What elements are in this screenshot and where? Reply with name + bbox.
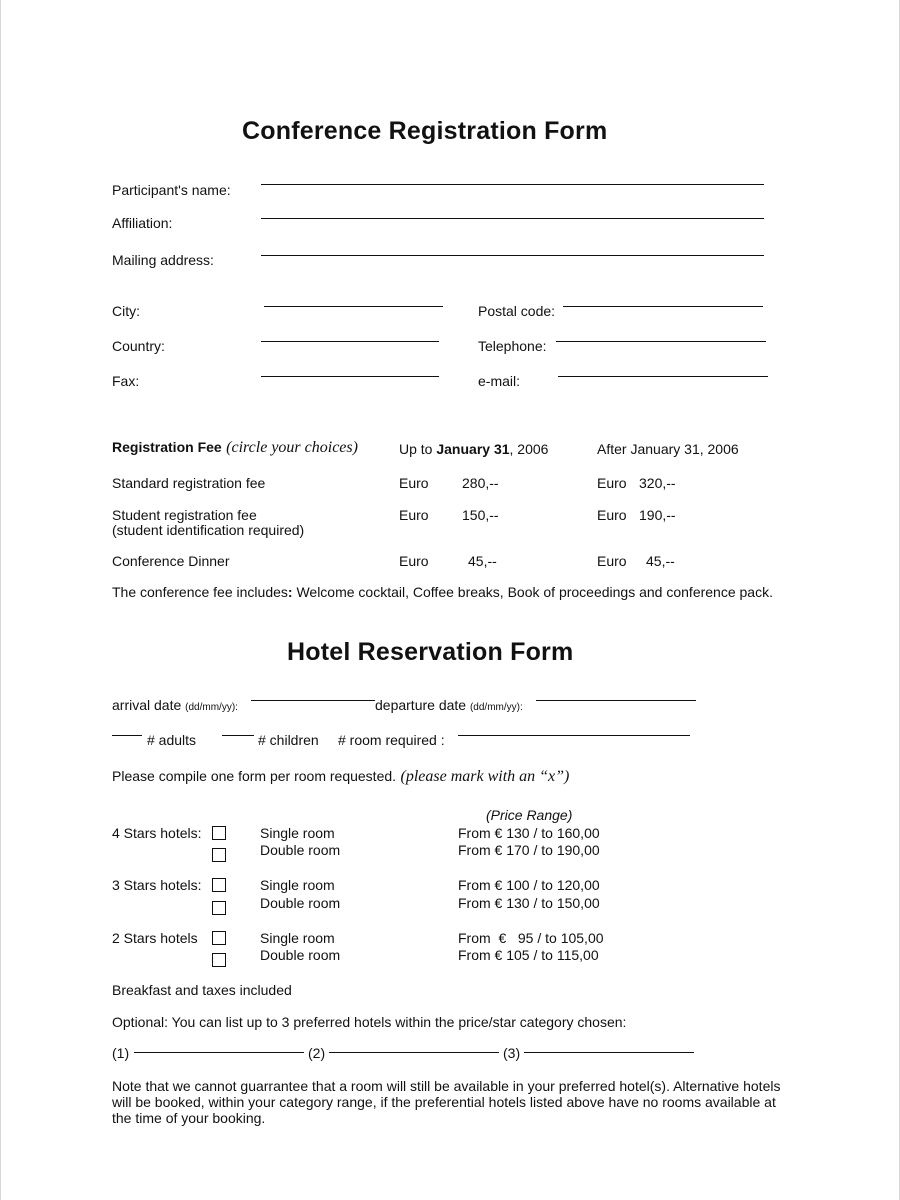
fee-row-value: 45,--: [646, 553, 675, 569]
adults-field[interactable]: [112, 735, 142, 736]
price-range-label: (Price Range): [486, 807, 573, 823]
email-label: e-mail:: [478, 373, 521, 389]
fee-includes: [112, 584, 773, 600]
fee-header-note: (circle your choices): [226, 439, 358, 456]
hotel-category-label: 2 Stars hotels: [112, 930, 198, 946]
hotel-category-label: 3 Stars hotels:: [112, 877, 202, 893]
room-type: Double room: [260, 895, 341, 911]
arrival-date-format: (dd/mm/yy):: [185, 702, 238, 713]
fee-col2-header: After January 31, 2006: [597, 441, 739, 457]
single-room-checkbox[interactable]: [212, 931, 226, 945]
room-price: From € 100 / to 120,00: [458, 877, 600, 893]
hotel-category-label: 4 Stars hotels:: [112, 825, 202, 841]
departure-date-text: departure date: [375, 697, 467, 713]
fee-row-name: Student registration fee: [112, 507, 257, 523]
fee-row-subtext: (student identification required): [112, 522, 305, 538]
postal-code-label: Postal code:: [478, 303, 556, 319]
fee-col1-prefix: Up to: [399, 441, 437, 457]
compile-instruction: [112, 768, 569, 786]
arrival-date-field[interactable]: [251, 700, 375, 701]
fee-row-value: 320,--: [639, 475, 676, 491]
double-room-checkbox[interactable]: [212, 953, 226, 967]
single-room-checkbox[interactable]: [212, 878, 226, 892]
optional-note: Optional: You can list up to 3 preferred hotels within the price/star category chosen:: [112, 1014, 627, 1030]
mailing-address-field[interactable]: [261, 255, 764, 256]
participant-name-field[interactable]: [261, 184, 764, 185]
fee-includes-label: The conference fee includes: [112, 584, 288, 600]
compile-text: Please compile one form per room requested.: [112, 768, 397, 784]
affiliation-label: Affiliation:: [112, 215, 173, 231]
room-price: From € 130 / to 160,00: [458, 825, 600, 841]
double-room-checkbox[interactable]: [212, 848, 226, 862]
hotel-title: Hotel Reservation Form: [287, 638, 574, 666]
departure-date-format: (dd/mm/yy):: [469, 702, 523, 713]
participant-name-label: Participant's name:: [112, 182, 231, 198]
preferred-hotel-3-field[interactable]: [524, 1052, 694, 1053]
adults-label: # adults: [147, 732, 197, 748]
children-field[interactable]: [222, 735, 254, 736]
compile-note: (please mark with an “x”): [400, 768, 570, 785]
arrival-date-label: [112, 697, 238, 713]
email-field[interactable]: [558, 376, 768, 377]
single-room-checkbox[interactable]: [212, 826, 226, 840]
room-price: From € 95 / to 105,00: [458, 930, 604, 946]
fee-row-currency: Euro: [399, 475, 429, 491]
room-price: From € 130 / to 150,00: [458, 895, 600, 911]
fee-row-currency: Euro: [597, 507, 627, 523]
departure-date-field[interactable]: [536, 700, 696, 701]
city-label: City:: [112, 303, 140, 319]
departure-date-label: [375, 697, 523, 713]
room-type: Single room: [260, 825, 335, 841]
room-type: Double room: [260, 947, 341, 963]
room-type: Double room: [260, 842, 341, 858]
fee-row-currency: Euro: [597, 553, 627, 569]
fee-row-value: 45,--: [468, 553, 497, 569]
room-price: From € 170 / to 190,00: [458, 842, 600, 858]
arrival-date-text: arrival date: [112, 697, 182, 713]
fax-label: Fax:: [112, 373, 140, 389]
postal-code-field[interactable]: [563, 306, 763, 307]
room-price: From € 105 / to 115,00: [458, 947, 599, 963]
preferred-hotel-2-field[interactable]: [329, 1052, 499, 1053]
fax-field[interactable]: [261, 376, 439, 377]
conference-title: Conference Registration Form: [242, 117, 608, 145]
children-label: # children: [258, 732, 319, 748]
fee-row-name: Standard registration fee: [112, 475, 266, 491]
fee-col1-header: [399, 441, 548, 457]
fee-row-value: 280,--: [462, 475, 499, 491]
preferred-hotel-1-field[interactable]: [134, 1052, 304, 1053]
fee-row-currency: Euro: [399, 507, 429, 523]
affiliation-field[interactable]: [261, 218, 764, 219]
fee-col1-year: , 2006: [509, 441, 549, 457]
double-room-checkbox[interactable]: [212, 901, 226, 915]
country-label: Country:: [112, 338, 165, 354]
breakfast-note: Breakfast and taxes included: [112, 982, 292, 998]
rooms-required-label: # room required :: [338, 732, 445, 748]
fee-includes-text: Welcome cocktail, Coffee breaks, Book of proceedings and conference pack.: [292, 584, 773, 600]
fee-row-currency: Euro: [399, 553, 429, 569]
fee-header-label: Registration Fee: [112, 439, 222, 455]
preferred-hotel-3-label: (3): [503, 1045, 521, 1061]
room-type: Single room: [260, 930, 335, 946]
fee-row-currency: Euro: [597, 475, 627, 491]
fee-header: [112, 439, 358, 457]
rooms-required-field[interactable]: [458, 735, 690, 736]
telephone-label: Telephone:: [478, 338, 547, 354]
preferred-hotel-2-label: (2): [308, 1045, 326, 1061]
country-field[interactable]: [261, 341, 439, 342]
mailing-address-label: Mailing address:: [112, 252, 214, 268]
fee-row-name: Conference Dinner: [112, 553, 230, 569]
fee-row-value: 150,--: [462, 507, 499, 523]
preferred-hotel-1-label: (1): [112, 1045, 130, 1061]
city-field[interactable]: [264, 306, 443, 307]
telephone-field[interactable]: [556, 341, 766, 342]
room-type: Single room: [260, 877, 335, 893]
fee-row-value: 190,--: [639, 507, 676, 523]
availability-note: Note that we cannot guarrantee that a room will still be available in your preferred hotel(s). Alternative hotels will be booked, within your category range, if the preferential hotels listed above have no rooms available at the time of your booking.: [112, 1078, 781, 1126]
fee-col1-date: January 31: [436, 441, 510, 457]
fee-includes-colon: :: [287, 584, 293, 600]
